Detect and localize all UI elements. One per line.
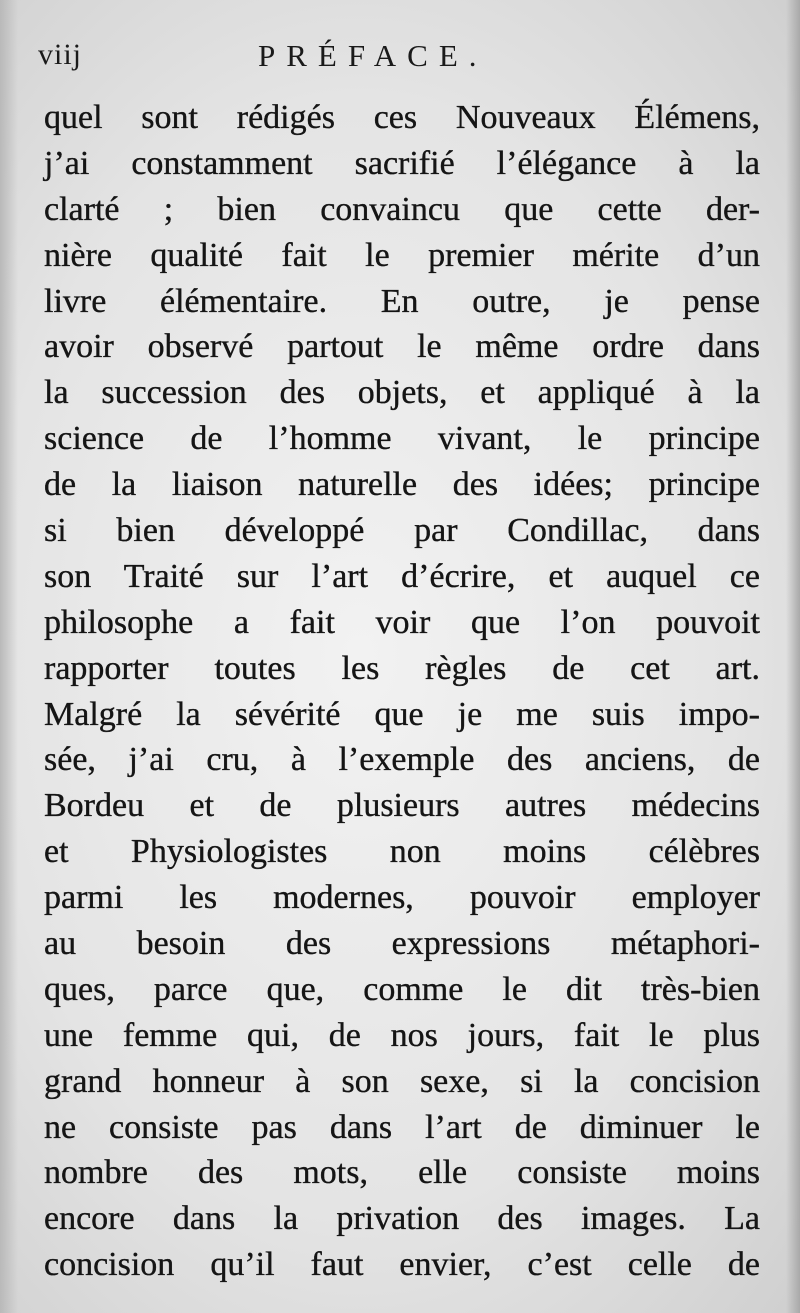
text-line: quel sont rédigés ces Nouveaux Élémens, — [44, 99, 760, 136]
text-line: ne consiste pas dans l’art de diminuer le — [44, 1108, 760, 1146]
text-line: parmi les modernes, pouvoir employer — [44, 879, 760, 917]
text-line: et Physiologistes non moins célèbres — [44, 833, 760, 871]
text-line: encore dans la privation des images. La — [44, 1200, 760, 1238]
text-line: au besoin des expressions métaphori- — [44, 925, 760, 963]
text-line: j’ai constamment sacrifié l’élégance à la — [44, 144, 760, 182]
text-line: de la liaison naturelle des idées; principe — [44, 466, 760, 504]
text-line: sée, j’ai cru, à l’exemple des anciens, de — [44, 741, 760, 779]
text-line: son Traité sur l’art d’écrire, et auquel ce — [44, 557, 760, 595]
text-line: science de l’homme vivant, le principe — [44, 420, 760, 458]
text-line: Malgré la sévérité que je me suis impo- — [44, 695, 760, 733]
text-line: ques, parce que, comme le dit très-bien — [44, 970, 760, 1008]
text-line: grand honneur à son sexe, si la concision — [44, 1062, 760, 1100]
text-line: livre élémentaire. En outre, je pense — [44, 282, 760, 320]
page-number: viij — [38, 38, 83, 71]
page-edge-shadow — [786, 0, 800, 1313]
text-line: rapporter toutes les règles de cet art. — [44, 649, 760, 687]
text-line: si bien développé par Condillac, dans — [44, 512, 760, 550]
text-line: concision qu’il faut envier, c’est celle de — [44, 1246, 760, 1284]
page-gutter-shadow — [0, 0, 18, 1313]
text-line: nombre des mots, elle consiste moins — [44, 1154, 760, 1192]
text-line: clarté ; bien convaincu que cette der- — [44, 190, 760, 228]
page-header — [0, 38, 800, 88]
text-line: philosophe a fait voir que l’on pouvoit — [44, 603, 760, 641]
text-line: avoir observé partout le même ordre dans — [44, 328, 760, 366]
body-text — [44, 95, 760, 1288]
text-line: nière qualité fait le premier mérite d’un — [44, 236, 760, 274]
running-title: PRÉFACE. — [258, 38, 488, 73]
text-line: la succession des objets, et appliqué à la — [44, 374, 760, 412]
text-line: une femme qui, de nos jours, fait le plus — [44, 1016, 760, 1054]
text-line: Bordeu et de plusieurs autres médecins — [44, 787, 760, 825]
